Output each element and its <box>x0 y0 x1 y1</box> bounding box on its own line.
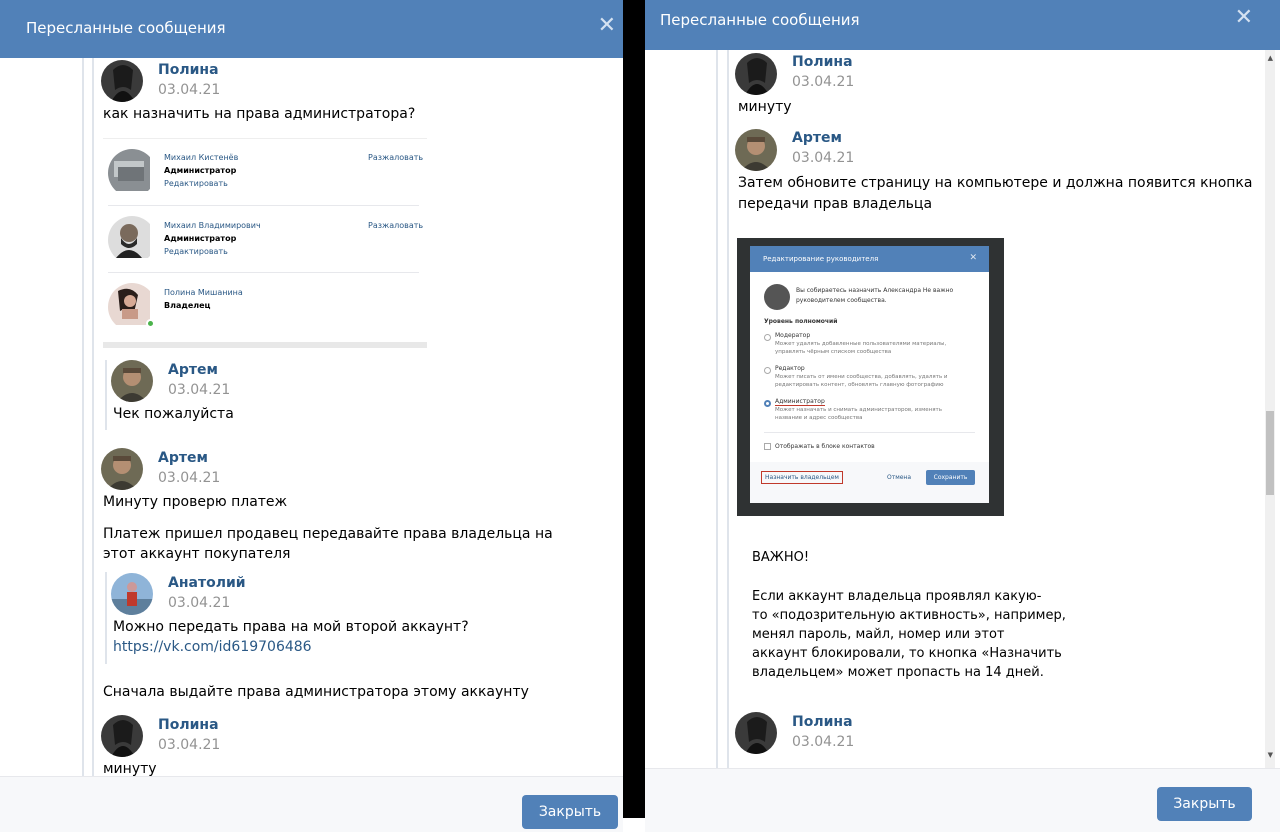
edit-leader-dialog <box>750 246 989 503</box>
left-close-icon[interactable]: ✕ <box>597 13 616 38</box>
right-messages-area[interactable] <box>645 50 1280 768</box>
checkbox-icon <box>764 443 771 450</box>
message-author[interactable]: Полина <box>792 714 853 730</box>
radio-icon <box>764 367 771 374</box>
quote-line <box>105 572 107 664</box>
message-text: Чек пожалуйста <box>113 406 234 422</box>
message-date: 03.04.21 <box>168 595 231 611</box>
admin-avatar <box>108 216 156 264</box>
option-label: Администратор <box>775 398 825 405</box>
left-dialog-title: Пересланные сообщения <box>26 19 226 37</box>
admin-role: Администратор <box>164 166 237 175</box>
notice-line: аккаунт блокировали, то кнопка «Назначить <box>752 646 1062 661</box>
left-dialog-header <box>0 0 623 58</box>
message-date: 03.04.21 <box>158 82 221 98</box>
message-author[interactable]: Артем <box>158 450 208 466</box>
option-desc: Может назначать и снимать администраторов, изменять название и адрес сообщества <box>775 407 943 421</box>
left-messages-area[interactable] <box>0 58 623 776</box>
demote-link[interactable]: Разжаловать <box>368 221 424 230</box>
close-button[interactable]: Закрыть <box>1157 787 1252 821</box>
admin-name: Полина Мишанина <box>164 288 243 297</box>
avatar[interactable] <box>111 573 153 615</box>
profile-link[interactable]: https://vk.com/id619706486 <box>113 639 312 655</box>
message-text: Платеж пришел продавец передавайте права владельца на этот аккаунт покупателя <box>103 526 553 562</box>
level-label: Уровень полномочий <box>764 318 838 325</box>
message-date: 03.04.21 <box>792 74 855 90</box>
message-text: Сначала выдайте права администратора этому аккаунту <box>103 684 529 700</box>
admin-role: Администратор <box>164 234 237 243</box>
avatar[interactable] <box>111 360 153 402</box>
radio-selected-icon <box>764 400 771 407</box>
message-author[interactable]: Артем <box>792 130 842 146</box>
notice-text <box>752 587 1066 682</box>
dialog-header <box>750 246 989 272</box>
notice-line: владельцем» может пропасть на 14 дней. <box>752 665 1044 680</box>
dialog-title: Редактирование руководителя <box>763 255 879 263</box>
assign-owner-link: Назначить владельцем <box>761 471 843 484</box>
dialog-save: Сохранить <box>926 470 975 485</box>
avatar[interactable] <box>101 60 143 102</box>
left-forwarded-dialog <box>0 0 623 832</box>
message-text: Затем обновите страницу на компьютере и должна появится кнопка <box>738 175 1253 191</box>
admins-screenshot[interactable] <box>103 138 427 348</box>
forward-line <box>716 50 718 768</box>
forward-line <box>92 58 94 776</box>
owner-dialog-screenshot[interactable] <box>737 238 1004 516</box>
message-author[interactable]: Артем <box>168 362 218 378</box>
close-button[interactable]: Закрыть <box>522 795 618 829</box>
message-text: Минуту проверю платеж <box>103 494 288 510</box>
dialog-close-icon: ✕ <box>969 253 977 263</box>
admin-edit-link[interactable]: Редактировать <box>164 247 228 256</box>
message-author[interactable]: Полина <box>158 717 219 733</box>
message-date: 03.04.21 <box>158 470 221 486</box>
contacts-label: Отображать в блоке контактов <box>775 443 875 450</box>
right-dialog-header <box>645 0 1280 50</box>
message-text: как назначить на права администратора? <box>103 106 416 122</box>
option-label: Модератор <box>775 332 811 339</box>
notice-line: то «подозрительную активность», например, <box>752 608 1066 623</box>
message-text: минуту <box>103 761 157 776</box>
message-date: 03.04.21 <box>168 382 231 398</box>
option-desc: Может удалять добавленные пользователями материалы, управлять чёрным списком сообщества <box>775 341 947 355</box>
dialog-cancel: Отмена <box>887 474 912 481</box>
avatar[interactable] <box>735 129 777 171</box>
screenshot-bottom-bar <box>103 342 427 348</box>
message-author[interactable]: Полина <box>792 54 853 70</box>
online-indicator <box>146 319 155 328</box>
admin-role: Владелец <box>164 301 211 310</box>
notice-line: менял пароль, майл, номер или этот <box>752 627 1005 642</box>
option-desc: Может писать от имени сообщества, добавлять, удалять и редактировать контент, обновлять главную фотографию <box>775 374 948 388</box>
message-text: Можно передать права на мой второй аккаунт? <box>113 619 469 635</box>
notice-line: Если аккаунт владельца проявлял какую- <box>752 589 1042 604</box>
message-text: передачи прав владельца <box>738 196 933 212</box>
quote-line <box>105 360 107 430</box>
admin-name: Михаил Владимирович <box>164 221 261 230</box>
admin-edit-link[interactable]: Редактировать <box>164 179 228 188</box>
right-close-icon[interactable]: ✕ <box>1234 5 1253 30</box>
scrollbar[interactable] <box>1265 50 1275 768</box>
scroll-down-icon[interactable]: ▼ <box>1267 751 1273 759</box>
message-text: минуту <box>738 99 792 115</box>
demote-link[interactable]: Разжаловать <box>368 153 424 162</box>
right-dialog-footer <box>645 768 1280 832</box>
avatar[interactable] <box>735 53 777 95</box>
scrollbar-thumb[interactable] <box>1266 411 1274 495</box>
avatar[interactable] <box>735 712 777 754</box>
right-dialog-title: Пересланные сообщения <box>660 11 860 29</box>
notice-heading: ВАЖНО! <box>752 550 810 565</box>
scroll-up-icon[interactable]: ▲ <box>1267 54 1273 62</box>
forward-line <box>727 50 729 768</box>
divider <box>108 272 419 273</box>
divider <box>764 432 975 433</box>
avatar[interactable] <box>101 448 143 490</box>
avatar[interactable] <box>101 715 143 757</box>
message-date: 03.04.21 <box>792 150 855 166</box>
message-author[interactable]: Полина <box>158 62 219 78</box>
message-date: 03.04.21 <box>792 734 855 750</box>
radio-icon <box>764 334 771 341</box>
option-label: Редактор <box>775 365 805 372</box>
admin-avatar <box>108 149 156 197</box>
admin-name: Михаил Кистенёв <box>164 153 239 162</box>
left-dialog-footer <box>0 776 623 832</box>
right-forwarded-dialog <box>645 0 1280 832</box>
dialog-avatar <box>764 284 790 310</box>
message-author[interactable]: Анатолий <box>168 575 246 591</box>
dialog-info: Вы собираетесь назначить Александра Не важно руководителем сообщества. <box>796 287 954 304</box>
message-date: 03.04.21 <box>158 737 221 753</box>
forward-line <box>82 58 84 776</box>
divider <box>108 205 419 206</box>
black-divider <box>623 0 645 818</box>
